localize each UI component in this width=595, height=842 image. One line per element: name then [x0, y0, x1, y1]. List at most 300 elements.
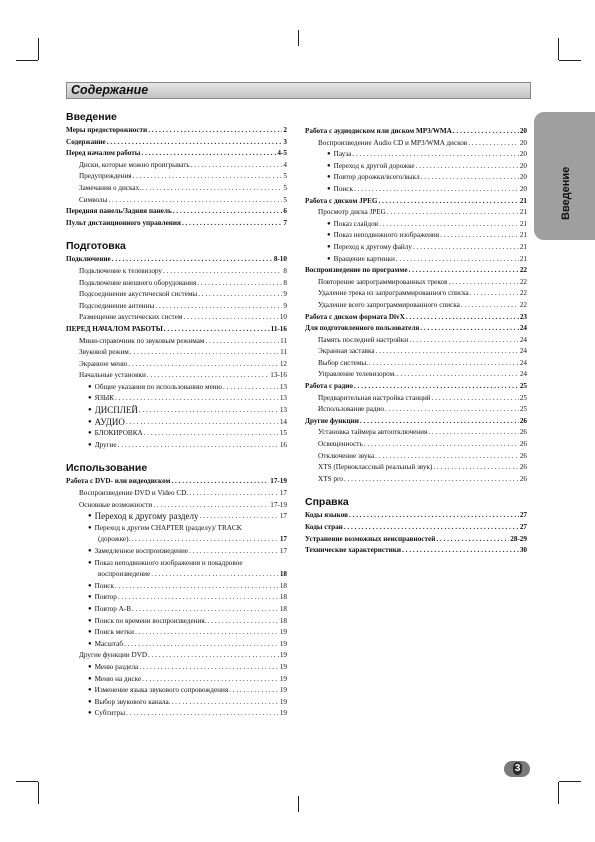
toc-entry	[66, 708, 287, 720]
toc-entry-label: Подключение внешнего оборудования	[79, 278, 197, 287]
toc-entry-label: Перед началом работы	[66, 149, 141, 158]
dot-leader	[470, 288, 519, 300]
toc-entry-label: Переход к другому файлу	[333, 242, 412, 251]
toc-entry-label: БЛОКИРОВКА	[94, 429, 143, 438]
toc-entry-page: 21	[519, 254, 527, 263]
dot-leader	[155, 301, 282, 313]
dot-leader	[402, 545, 519, 557]
dot-leader	[200, 511, 279, 523]
toc-entry-page: 26	[519, 440, 527, 449]
toc-entry	[66, 382, 287, 394]
toc-entry-page: 18	[279, 581, 287, 590]
toc-entry	[305, 369, 527, 381]
toc-entry	[66, 405, 287, 417]
toc-entry-label: Выбор звукового канала.	[94, 697, 171, 706]
toc-entry-label: Экранное меню	[79, 359, 128, 368]
toc-entry-page: 11-16	[270, 324, 287, 333]
toc-entry	[305, 230, 527, 242]
toc-section	[66, 110, 287, 229]
bullet-icon: ●	[88, 548, 92, 554]
bullet-icon: ●	[88, 698, 92, 705]
dot-leader	[142, 183, 282, 195]
toc-entry	[66, 674, 287, 686]
toc-entry-label: Коды языков	[305, 511, 349, 520]
toc-entry-page: 19	[279, 686, 287, 695]
bullet-icon: ●	[88, 559, 92, 566]
toc-entry-label: Передняя панель/Задняя панель	[66, 207, 172, 216]
toc-entry-label: Показ неподвижного изображения и покадровое	[94, 558, 243, 567]
toc-entry-label: Воспроизведение Audio CD и MP3/WMA дисков	[318, 138, 468, 147]
toc-entry-page: 17	[279, 535, 287, 544]
dot-leader	[461, 300, 519, 312]
toc-entry-page: 26	[519, 474, 527, 483]
toc-entry-label: Предварительная настройка станций	[318, 393, 431, 402]
toc-entry-label: Пауза	[333, 150, 352, 159]
toc-entry	[66, 312, 287, 324]
dot-leader	[144, 428, 279, 440]
toc-entry-label: Воспроизведение по программе	[305, 266, 408, 275]
toc-entry	[305, 172, 527, 184]
toc-entry-label: Содержание	[66, 137, 106, 146]
dot-leader	[191, 160, 283, 172]
toc-entry	[305, 545, 527, 557]
toc-entry-page: 5	[283, 195, 287, 204]
dot-leader	[107, 137, 283, 149]
toc-entry-page: 25	[519, 393, 527, 402]
toc-entry-label: Подсоединение акустической системы	[79, 290, 198, 299]
contents-banner	[66, 82, 531, 99]
dot-leader	[397, 369, 519, 381]
toc-entry	[66, 359, 287, 371]
toc-entry-label: ПЕРЕД НАЧАЛОМ РАБОТЫ	[66, 324, 163, 333]
dot-leader	[163, 266, 282, 278]
toc-entry-page: 6	[283, 207, 287, 216]
dot-leader	[141, 148, 276, 160]
toc-entry-page: 18	[279, 604, 287, 613]
dot-leader	[148, 125, 282, 137]
dot-leader	[436, 534, 509, 546]
dot-leader	[147, 370, 269, 382]
toc-entry-label: Память последней настройки	[318, 335, 409, 344]
bullet-icon: ●	[88, 675, 92, 682]
toc-entry-label: Управление телевизором.	[318, 370, 396, 379]
toc-entry-page: 22	[519, 266, 527, 275]
toc-entry-label: Вращение картинки	[333, 254, 395, 263]
toc-entry-label: Технические характеристики	[305, 546, 402, 555]
toc-section	[66, 461, 287, 719]
toc-entry-page: 8-10	[273, 255, 287, 264]
dot-leader	[118, 440, 279, 452]
dot-leader	[197, 278, 282, 290]
bullet-icon: ●	[327, 255, 331, 262]
toc-entry	[66, 324, 287, 336]
toc-entry	[305, 381, 527, 393]
toc-entry	[305, 184, 527, 196]
dot-leader	[344, 522, 519, 534]
toc-entry-page: 20	[519, 173, 527, 182]
toc-entry-label: Выбор системы.	[318, 358, 368, 367]
bullet-icon: ●	[88, 617, 92, 624]
toc-entry-label: Другие функции	[305, 416, 359, 425]
toc-entry-label: Подсоединение антенны	[79, 301, 155, 310]
dot-leader	[148, 650, 279, 662]
dot-leader	[468, 138, 519, 150]
toc-entry-label: Поиск по времени воспроизведения.	[94, 616, 207, 625]
bullet-icon: ●	[88, 418, 92, 425]
toc-entry	[66, 639, 287, 651]
dot-leader	[409, 335, 519, 347]
dot-leader	[189, 488, 279, 500]
toc-entry	[305, 522, 527, 534]
toc-entry-label: Диски, которые можно проигрывать	[79, 160, 190, 169]
toc-entry	[66, 218, 287, 230]
toc-entry-page: 9	[283, 290, 287, 299]
dot-leader	[360, 416, 519, 428]
toc-entry	[305, 439, 527, 451]
toc-entry	[66, 440, 287, 452]
dot-leader	[387, 207, 519, 219]
dot-leader	[364, 439, 519, 451]
toc-entry	[66, 336, 287, 348]
dot-leader	[448, 277, 518, 289]
toc-entry-label: Поиск	[333, 184, 353, 193]
dot-leader	[173, 206, 283, 218]
toc-entry-label: Символы	[79, 195, 108, 204]
dot-leader	[416, 161, 519, 173]
toc-entry-label: Масштаб	[94, 639, 124, 648]
toc-entry-label: Поиск	[94, 581, 114, 590]
dot-leader	[440, 230, 519, 242]
toc-entry-page: 12	[279, 359, 287, 368]
section-heading: Введение	[66, 111, 117, 123]
bullet-icon: ●	[88, 710, 92, 717]
bullet-icon: ●	[88, 407, 92, 414]
toc-entry-label: Повторение запрограммированных треков	[318, 277, 448, 286]
toc-entry-page: 20	[519, 127, 527, 135]
toc-entry-page: 13	[279, 406, 287, 415]
dot-leader	[115, 393, 279, 405]
toc-entry-page: 14	[279, 417, 287, 426]
dot-leader	[171, 476, 269, 488]
dot-leader	[139, 662, 279, 674]
toc-entry-label: Удаление трека из запрограммированного списка	[318, 289, 469, 298]
toc-entry-page: 11	[280, 348, 287, 357]
toc-entry-label: Мини-справочник по звуковым режимам	[79, 336, 205, 345]
toc-entry-page: 19	[279, 662, 287, 671]
toc-entry-page: 4	[283, 160, 287, 169]
toc-entry-label: Установка таймера автоотключения	[318, 428, 428, 437]
toc-entry-page: 30	[519, 546, 527, 555]
toc-entry-page: 19	[279, 639, 287, 648]
crop-mark	[38, 38, 39, 60]
dot-leader	[172, 697, 279, 709]
toc-entry-label: Начальные установки	[79, 371, 146, 380]
dot-leader	[130, 347, 279, 359]
toc-entry-label: Показ неподвижного изображения	[333, 231, 440, 240]
toc-section	[66, 239, 287, 451]
toc-entry-page: 21	[519, 219, 527, 228]
toc-entry-label: Показ слайдов	[333, 219, 379, 228]
dot-leader	[153, 500, 269, 512]
toc-entry-page: 18	[279, 570, 287, 579]
bullet-icon: ●	[88, 430, 92, 437]
toc-entry	[66, 592, 287, 604]
section-heading: Использование	[66, 462, 148, 475]
dot-leader	[352, 149, 519, 161]
toc-entry-page: 27	[519, 523, 527, 531]
toc-entry-label: Меню раздела	[94, 662, 139, 671]
toc-entry-label: Меню на диске	[94, 674, 142, 683]
toc-entry-page: 3	[283, 137, 287, 146]
toc-entry	[305, 393, 527, 405]
toc-entry-label: Работа с диском формата DivX	[305, 312, 405, 321]
toc-entry-page: 24	[519, 335, 527, 344]
dot-leader	[428, 427, 519, 439]
toc-entry	[66, 160, 287, 172]
section-side-tab	[534, 112, 595, 240]
toc-entry	[305, 277, 527, 289]
toc-entry-page: 23	[519, 312, 527, 321]
dot-leader	[182, 218, 282, 230]
dot-leader	[369, 358, 519, 370]
toc-entry-label: Использование радио	[318, 405, 385, 414]
toc-entry-label: Освещенность	[318, 440, 363, 449]
toc-entry-page: 4-5	[277, 149, 287, 158]
toc-entry-page: 5	[283, 183, 287, 192]
toc-entry	[66, 148, 287, 160]
toc-entry-label: Экранная заставка	[318, 347, 375, 356]
toc-entry-page: 7	[283, 218, 287, 227]
toc-entry	[66, 476, 287, 488]
toc-entry-page: 17	[279, 489, 287, 498]
toc-entry	[305, 288, 527, 300]
side-tab-label: Введение	[560, 166, 572, 220]
dot-leader	[354, 184, 519, 196]
toc-entry-page: 16	[279, 440, 287, 449]
toc-left-column	[66, 110, 287, 730]
toc-entry	[305, 161, 527, 173]
toc-entry	[66, 581, 287, 593]
toc-entry-page: 21	[519, 231, 527, 240]
crop-mark	[558, 782, 559, 804]
toc-entry	[66, 301, 287, 313]
crop-mark	[38, 782, 39, 804]
bullet-icon: ●	[88, 663, 92, 670]
bullet-icon: ●	[88, 524, 92, 531]
dot-leader	[151, 569, 279, 581]
toc-entry-page: 8	[283, 278, 287, 287]
dot-leader	[421, 172, 519, 184]
dot-leader	[453, 126, 519, 138]
toc-entry-page: 22	[519, 289, 527, 298]
toc-entry-page: 19	[279, 697, 287, 706]
bullet-icon: ●	[88, 395, 92, 402]
dot-leader	[142, 674, 279, 686]
toc-entry-label: воспроизведение	[98, 570, 151, 579]
toc-entry-page: 9	[283, 301, 287, 310]
toc-entry	[66, 266, 287, 278]
toc-entry-page: 17-19	[270, 500, 287, 509]
toc-entry	[305, 534, 527, 546]
toc-entry-page: 22	[519, 277, 527, 286]
toc-entry-page: 20	[519, 184, 527, 193]
dot-leader	[164, 324, 270, 336]
toc-section	[305, 126, 527, 485]
toc-entry-label: Отключение звука	[318, 451, 375, 460]
toc-entry-label: АУДИО	[94, 416, 125, 427]
toc-entry-page: 15	[279, 429, 287, 438]
toc-entry-page: 24	[519, 324, 527, 333]
dot-leader	[118, 592, 279, 604]
toc-entry-label: Удаление всего запрограммированного списка	[318, 300, 460, 309]
toc-entry	[305, 149, 527, 161]
toc-entry-label: Субтитры	[94, 709, 126, 718]
bullet-icon: ●	[88, 629, 92, 636]
dot-leader	[208, 616, 279, 628]
dot-leader	[128, 359, 278, 371]
dot-leader	[375, 451, 519, 463]
toc-entry-page: 25	[519, 382, 527, 391]
toc-entry	[66, 137, 287, 149]
toc-entry	[305, 416, 527, 428]
bullet-icon: ●	[88, 640, 92, 647]
toc-entry-label: Повтор дорожки/всего/выкл	[333, 173, 420, 182]
toc-entry-page: 2	[283, 126, 287, 134]
bullet-icon: ●	[88, 383, 92, 390]
toc-entry	[305, 510, 527, 522]
toc-entry-label: Просмотр диска JPEG	[318, 208, 386, 217]
crop-mark	[16, 60, 38, 61]
bullet-icon: ●	[327, 232, 331, 239]
crop-mark	[559, 60, 581, 61]
toc-entry	[66, 195, 287, 207]
dot-leader	[112, 254, 273, 266]
toc-entry-label: Пульт дистанционного управления	[66, 218, 181, 227]
toc-entry	[66, 500, 287, 512]
section-heading: Справка	[305, 496, 349, 509]
toc-entry	[66, 289, 287, 301]
toc-entry	[66, 206, 287, 218]
dot-leader	[379, 219, 519, 231]
toc-entry	[305, 312, 527, 324]
toc-entry	[66, 650, 287, 662]
toc-entry-label: ДИСПЛЕЙ	[94, 405, 138, 416]
toc-entry-label: Воспроизведение DVD и Video CD.	[79, 489, 189, 498]
toc-entry	[305, 138, 527, 150]
toc-entry-label: Общие указания по использованию меню	[94, 382, 223, 391]
toc-entry-label: Замечания о дисках.	[79, 183, 141, 192]
dot-leader	[126, 708, 279, 720]
toc-entry	[66, 523, 287, 535]
toc-entry	[66, 534, 287, 546]
toc-entry	[305, 265, 527, 277]
bullet-icon: ●	[88, 582, 92, 589]
toc-entry	[305, 242, 527, 254]
toc-entry	[66, 347, 287, 359]
toc-entry-page: 19	[279, 651, 287, 660]
bullet-icon: ●	[327, 174, 331, 181]
toc-entry-label: Основные возможности	[79, 500, 153, 509]
toc-entry-page: 21	[519, 242, 527, 251]
bullet-icon: ●	[88, 513, 92, 520]
toc-entry-page: 11	[280, 336, 287, 345]
toc-entry	[305, 335, 527, 347]
toc-entry-page: 13	[279, 394, 287, 403]
dot-leader	[124, 639, 279, 651]
toc-entry-page: 18	[279, 616, 287, 625]
dot-leader	[409, 265, 519, 277]
toc-entry	[305, 207, 527, 219]
dot-leader	[385, 404, 519, 416]
toc-entry	[305, 462, 527, 474]
toc-entry	[66, 616, 287, 628]
toc-entry-label: Переход к другой дорожке	[333, 161, 415, 170]
toc-entry-page: 19	[279, 674, 287, 683]
crop-mark	[298, 796, 299, 812]
toc-entry	[305, 219, 527, 231]
bullet-icon: ●	[327, 243, 331, 250]
toc-entry	[305, 196, 527, 208]
toc-entry	[66, 278, 287, 290]
toc-entry-page: 8	[283, 266, 287, 275]
toc-entry	[305, 346, 527, 358]
toc-entry	[66, 685, 287, 697]
toc-entry-label: Подключение	[66, 255, 111, 264]
toc-entry-label: Работа с DVD- или видеодиском	[66, 477, 171, 486]
toc-entry-page: 21	[519, 196, 527, 205]
toc-entry-page: 19	[279, 628, 287, 637]
toc-entry	[305, 300, 527, 312]
toc-entry	[305, 358, 527, 370]
dot-leader	[108, 195, 282, 207]
toc-entry-label: Предупреждения	[79, 172, 132, 181]
toc-entry-page: 26	[519, 428, 527, 437]
toc-entry-page: 28-29	[510, 534, 527, 543]
dot-leader	[126, 417, 279, 429]
page-number-badge	[504, 761, 530, 777]
toc-entry-label: Переход к другому разделу	[94, 511, 199, 522]
toc-entry-label: Устранение возможных неисправностей	[305, 534, 436, 543]
toc-entry-label: Для подготовленного пользователя	[305, 324, 420, 333]
toc-entry-page: 24	[519, 370, 527, 379]
toc-entry-label: ЯЗЫК	[94, 394, 115, 403]
dot-leader	[379, 196, 519, 208]
dot-leader	[133, 171, 283, 183]
toc-entry-label: Работа с диском JPEG	[305, 196, 378, 205]
toc-entry	[66, 488, 287, 500]
bullet-icon: ●	[327, 151, 331, 158]
toc-entry	[305, 404, 527, 416]
dot-leader	[413, 242, 519, 254]
dot-leader	[183, 312, 278, 324]
crop-mark	[559, 781, 581, 782]
toc-entry-page: 20	[519, 138, 527, 147]
toc-entry-page: 17	[279, 512, 287, 521]
dot-leader	[354, 381, 519, 393]
toc-entry	[305, 126, 527, 138]
toc-entry	[66, 697, 287, 709]
toc-entry-page: 19	[279, 709, 287, 718]
dot-leader	[223, 382, 279, 394]
bullet-icon: ●	[327, 220, 331, 227]
toc-entry-label: Изменение языка звукового сопровождения	[94, 686, 229, 695]
toc-entry	[66, 627, 287, 639]
toc-entry-label: Замедленное воспроизведение	[94, 547, 189, 555]
toc-entry-page: 26	[519, 416, 527, 425]
dot-leader	[376, 346, 519, 358]
toc-entry-label: Звуковой режим	[79, 348, 129, 357]
toc-entry-label: (дорожке).	[98, 535, 131, 544]
